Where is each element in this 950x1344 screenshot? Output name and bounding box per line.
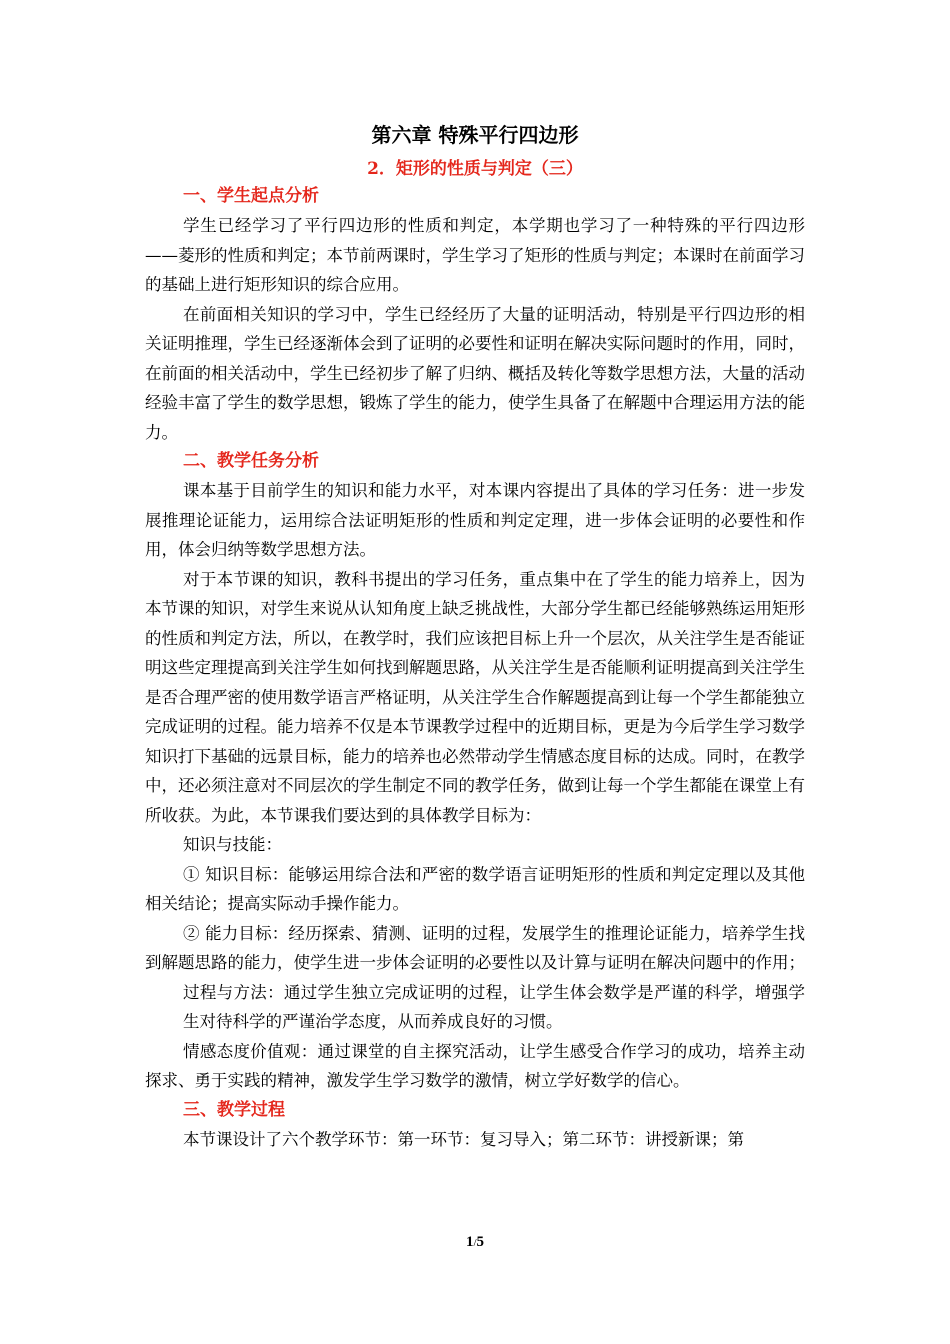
lesson-subtitle: 2．矩形的性质与判定（三）	[367, 159, 583, 179]
paragraph: 课本基于目前学生的知识和能力水平，对本课内容提出了具体的学习任务：进一步发展推理论证能力，运用综合法证明矩形的性质和判定定理，进一步体会证明的必要性和作用，体会归纳等数学思想方法。	[145, 481, 805, 559]
paragraph: 知识与技能：	[183, 835, 282, 854]
section-heading-1: 一、学生起点分析	[183, 186, 319, 206]
page-number	[0, 1234, 950, 1251]
paragraph: 本节课设计了六个教学环节：第一环节：复习导入；第二环节：讲授新课；第	[183, 1129, 744, 1149]
paragraph: 过程与方法：通过学生独立完成证明的过程，让学生体会数学是严谨的科学，增强学生对待科学的严谨治学态度，从而养成良好的习惯。	[183, 982, 805, 1031]
paragraph: ① 知识目标：能够运用综合法和严密的数学语言证明矩形的性质和判定定理以及其他相关结论；提高实际动手操作能力。	[145, 864, 805, 913]
section-heading-2: 二、教学任务分析	[183, 451, 319, 471]
document-body	[145, 120, 805, 1154]
section-heading-3: 三、教学过程	[183, 1099, 285, 1120]
paragraph: 情感态度价值观：通过课堂的自主探究活动，让学生感受合作学习的成功，培养主动探求、勇于实践的精神，激发学生学习数学的激情，树立学好数学的信心。	[145, 1041, 805, 1090]
paragraph: ② 能力目标：经历探索、猜测、证明的过程，发展学生的推理论证能力，培养学生找到解题思路的能力，使学生进一步体会证明的必要性以及计算与证明在解决问题中的作用；	[145, 923, 805, 972]
page-total: 5	[476, 1234, 485, 1250]
page-separator: /	[473, 1237, 477, 1249]
paragraph: 学生已经学习了平行四边形的性质和判定，本学期也学习了一种特殊的平行四边形——菱形的性质和判定；本节前两课时，学生学习了矩形的性质与判定；本课时在前面学习的基础上进行矩形知识的综合应用。	[145, 216, 805, 294]
chapter-title: 第六章 特殊平行四边形	[371, 123, 579, 147]
page-current: 1	[465, 1234, 474, 1250]
paragraph: 在前面相关知识的学习中，学生已经经历了大量的证明活动，特别是平行四边形的相关证明推理，学生已经逐渐体会到了证明的必要性和证明在解决实际问题时的作用，同时，在前面的相关活动中，学生已经初步了解了归纳、概括及转化等数学思想方法，大量的活动经验丰富了学生的数学思想，锻炼了学生的能力，使学生具备了在解题中合理运用方法的能力。	[145, 304, 805, 442]
paragraph: 对于本节课的知识，教科书提出的学习任务，重点集中在了学生的能力培养上，因为本节课的知识，对学生来说从认知角度上缺乏挑战性，大部分学生都已经能够熟练运用矩形的性质和判定方法，所以，在教学时，我们应该把目标上升一个层次，从关注学生是否能证明这些定理提高到关注学生如何找到解题思路，从关注学生是否能顺利证明提高到关注学生是否合理严密的使用数学语言严格证明，从关注学生合作解题提高到让每一个学生都能独立完成证明的过程。能力培养不仅是本节课教学过程中的近期目标，更是为今后学生学习数学知识打下基础的远景目标，能力的培养也必然带动学生情感态度目标的达成。同时，在教学中，还必须注意对不同层次的学生制定不同的教学任务，做到让每一个学生都能在课堂上有所收获。为此，本节课我们要达到的具体教学目标为：	[145, 569, 805, 825]
